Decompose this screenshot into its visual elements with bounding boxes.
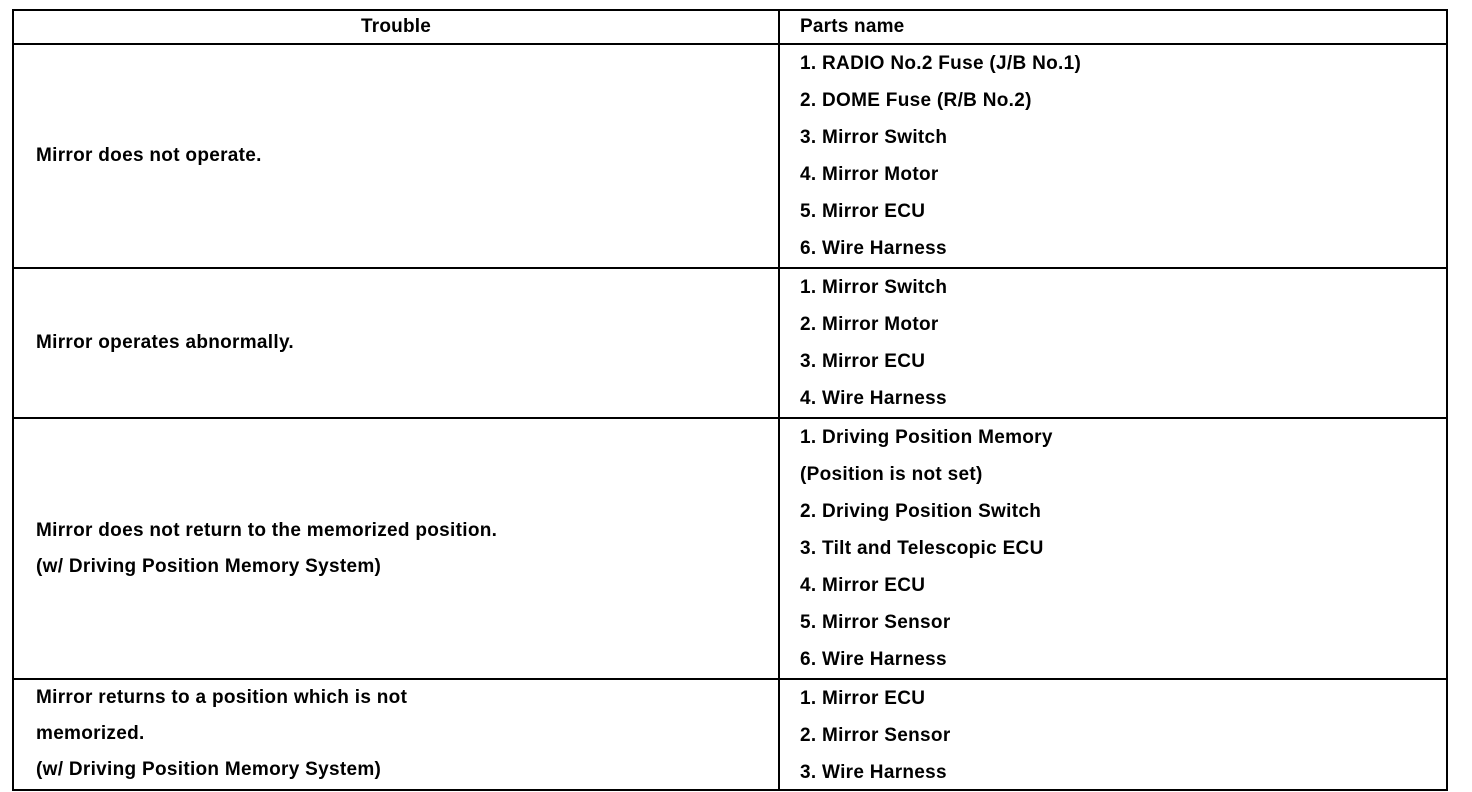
table-row bbox=[14, 678, 1446, 789]
part-item: 2. Driving Position Switch bbox=[800, 501, 1042, 522]
part-item: 2. DOME Fuse (R/B No.2) bbox=[800, 90, 1032, 111]
trouble-cell bbox=[14, 419, 780, 678]
parts-cell bbox=[780, 269, 1446, 417]
table-row bbox=[14, 43, 1446, 267]
trouble-line: Mirror does not operate. bbox=[36, 145, 262, 166]
part-item: 5. Mirror Sensor bbox=[800, 612, 951, 633]
part-item: 3. Wire Harness bbox=[800, 762, 947, 783]
trouble-parts-table bbox=[12, 9, 1448, 791]
trouble-line: Mirror returns to a position which is not bbox=[36, 687, 408, 708]
trouble-cell bbox=[14, 680, 780, 789]
trouble-cell bbox=[14, 269, 780, 417]
part-item: 4. Mirror Motor bbox=[800, 164, 939, 185]
trouble-line: (w/ Driving Position Memory System) bbox=[36, 759, 382, 780]
parts-cell bbox=[780, 419, 1446, 678]
part-item: 5. Mirror ECU bbox=[800, 201, 926, 222]
part-item: 3. Mirror ECU bbox=[800, 351, 926, 372]
part-item: 3. Mirror Switch bbox=[800, 127, 948, 148]
header-cell-parts bbox=[780, 11, 1446, 43]
header-cell-trouble bbox=[14, 11, 780, 43]
trouble-line: (w/ Driving Position Memory System) bbox=[36, 555, 382, 577]
table-row bbox=[14, 267, 1446, 417]
parts-cell bbox=[780, 680, 1446, 789]
trouble-line: Mirror does not return to the memorized position. bbox=[36, 519, 498, 541]
part-item: 1. Driving Position Memory bbox=[800, 427, 1053, 448]
part-item: 2. Mirror Motor bbox=[800, 314, 939, 335]
header-parts-label: Parts name bbox=[800, 16, 905, 37]
parts-cell bbox=[780, 45, 1446, 267]
part-item: 2. Mirror Sensor bbox=[800, 725, 951, 746]
part-item: 4. Wire Harness bbox=[800, 388, 947, 409]
part-item: 4. Mirror ECU bbox=[800, 575, 926, 596]
trouble-line: memorized. bbox=[36, 723, 145, 744]
part-item: 1. RADIO No.2 Fuse (J/B No.1) bbox=[800, 53, 1082, 74]
header-trouble-label: Trouble bbox=[360, 16, 431, 37]
table-header-row bbox=[14, 11, 1446, 43]
table-row bbox=[14, 417, 1446, 678]
part-item: 1. Mirror ECU bbox=[800, 688, 926, 709]
part-item: 6. Wire Harness bbox=[800, 238, 947, 259]
trouble-cell bbox=[14, 45, 780, 267]
part-item: 1. Mirror Switch bbox=[800, 277, 948, 298]
trouble-line: Mirror operates abnormally. bbox=[36, 332, 294, 353]
part-item: 3. Tilt and Telescopic ECU bbox=[800, 538, 1044, 559]
part-item: (Position is not set) bbox=[800, 464, 983, 485]
part-item: 6. Wire Harness bbox=[800, 649, 947, 670]
